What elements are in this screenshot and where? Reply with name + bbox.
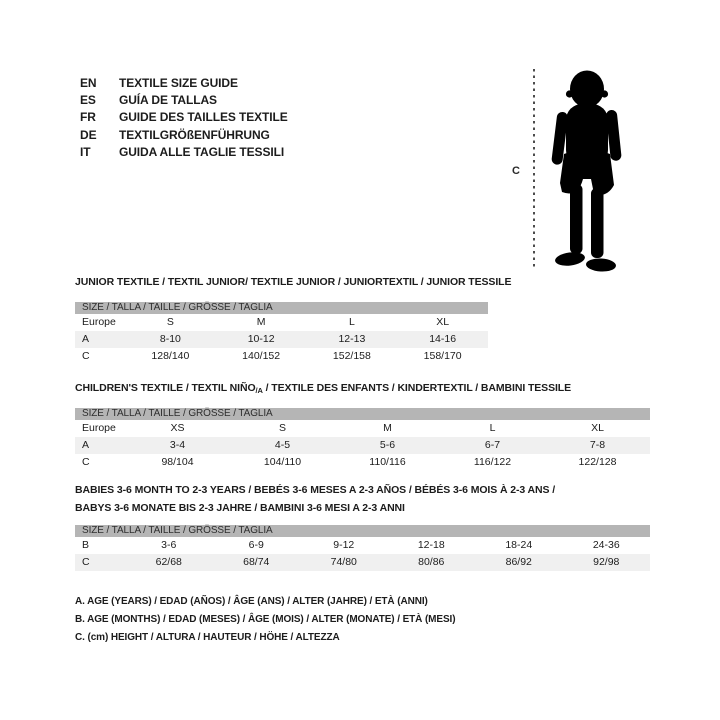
table-row — [75, 437, 650, 454]
table-cell: 12-13 — [338, 333, 366, 345]
language-row — [80, 109, 288, 126]
table-cell: 104/110 — [263, 456, 302, 468]
table-header-bar: SIZE / TALLA / TAILLE / GRÖSSE / TAGLIA — [75, 408, 650, 420]
language-label: GUIDE DES TAILLES TEXTILE — [119, 110, 288, 125]
table-row — [75, 314, 488, 331]
table-cell: 92/98 — [593, 556, 620, 568]
title-subscript: /A — [255, 386, 263, 395]
table-cell: C — [82, 350, 90, 362]
table-cell: 68/74 — [243, 556, 270, 568]
language-label: GUIDA ALLE TAGLIE TESSILI — [119, 145, 285, 160]
table-cell: Europe — [82, 316, 116, 328]
table-header-bar: SIZE / TALLA / TAILLE / GRÖSSE / TAGLIA — [75, 525, 650, 537]
language-code: EN — [80, 75, 97, 90]
babies-size-table — [75, 525, 650, 571]
table-cell: 74/80 — [330, 556, 357, 568]
table-row — [75, 454, 650, 471]
table-cell: S — [278, 422, 286, 434]
junior-size-table — [75, 302, 488, 365]
height-dashed-line — [533, 69, 535, 269]
table-cell: XL — [436, 316, 450, 328]
table-row — [75, 331, 488, 348]
table-cell: C — [82, 456, 90, 468]
language-row — [80, 126, 288, 143]
table-cell: 12-18 — [417, 539, 445, 551]
title-text: CHILDREN'S TEXTILE / TEXTIL NIÑO — [75, 382, 256, 394]
table-cell: B — [82, 539, 90, 551]
table-row — [75, 554, 650, 571]
table-cell: 7-8 — [589, 439, 606, 451]
table-cell: L — [348, 316, 355, 328]
language-code: DE — [80, 127, 97, 142]
table-cell: 158/170 — [423, 350, 462, 362]
language-label: TEXTILGRÖßENFÜHRUNG — [119, 127, 270, 142]
section-title-junior: JUNIOR TEXTILE / TEXTIL JUNIOR/ TEXTILE JUNIOR / JUNIORTEXTIL / JUNIOR TESSILE — [75, 276, 512, 288]
note-age-months: B. AGE (MONTHS) / EDAD (MESES) / ÂGE (MOIS) / ALTER (MONATE) / ETÀ (MESI) — [75, 614, 456, 625]
table-cell: 110/116 — [369, 456, 406, 468]
baby-silhouette-icon — [540, 66, 632, 274]
table-cell: 4-5 — [274, 439, 291, 451]
table-cell: 116/122 — [473, 456, 512, 468]
table-cell: XS — [170, 422, 185, 434]
table-cell: M — [256, 316, 266, 328]
table-cell: S — [166, 316, 174, 328]
table-cell: 5-6 — [379, 439, 396, 451]
language-list — [80, 74, 288, 161]
table-cell: Europe — [82, 422, 116, 434]
table-cell: 152/158 — [332, 350, 371, 362]
language-row — [80, 144, 288, 161]
table-cell: 122/128 — [578, 456, 617, 468]
table-cell: 86/92 — [505, 556, 532, 568]
table-cell: 10-12 — [247, 333, 275, 345]
table-cell: 3-4 — [169, 439, 186, 451]
language-label: GUÍA DE TALLAS — [119, 93, 217, 108]
table-cell: 62/68 — [155, 556, 182, 568]
table-cell: A — [82, 439, 90, 451]
table-header-bar: SIZE / TALLA / TAILLE / GRÖSSE / TAGLIA — [75, 302, 488, 314]
table-cell: 3-6 — [161, 539, 177, 551]
table-cell: 6-7 — [484, 439, 501, 451]
note-age-years: A. AGE (YEARS) / EDAD (AÑOS) / ÂGE (ANS) / ALTER (JAHRE) / ETÀ (ANNI) — [75, 596, 428, 607]
language-code: ES — [80, 93, 96, 108]
legend-notes — [75, 593, 455, 647]
title-line: BABIES 3-6 MONTH TO 2-3 YEARS / BEBÉS 3-6 MESES A 2-3 AÑOS / BÉBÉS 3-6 MOIS À 2-3 ANS / — [75, 484, 556, 496]
language-row — [80, 74, 288, 91]
table-cell: 128/140 — [151, 350, 190, 362]
table-row — [75, 420, 650, 437]
table-cell: 8-10 — [159, 333, 181, 345]
table-cell: 18-24 — [505, 539, 533, 551]
section-title-children — [75, 382, 571, 397]
table-cell: 140/152 — [242, 350, 281, 362]
table-cell: M — [383, 422, 392, 434]
table-cell: A — [82, 333, 90, 345]
table-cell: L — [489, 422, 496, 434]
section-title-babies — [75, 481, 555, 517]
table-row — [75, 348, 488, 365]
language-row — [80, 91, 288, 108]
language-label: TEXTILE SIZE GUIDE — [119, 75, 238, 90]
language-code: FR — [80, 110, 96, 125]
table-cell: 9-12 — [333, 539, 355, 551]
table-cell: C — [82, 556, 90, 568]
language-code: IT — [80, 145, 91, 160]
height-label-c: C — [512, 165, 520, 177]
table-row — [75, 537, 650, 554]
table-cell: 80/86 — [418, 556, 445, 568]
note-height-cm: C. (cm) HEIGHT / ALTURA / HAUTEUR / HÖHE / ALTEZZA — [75, 632, 340, 643]
table-cell: 14-16 — [429, 333, 457, 345]
children-size-table — [75, 408, 650, 471]
table-cell: 6-9 — [248, 539, 264, 551]
table-cell: XL — [591, 422, 604, 434]
table-cell: 24-36 — [592, 539, 620, 551]
table-cell: 98/104 — [161, 456, 194, 468]
title-text: / TEXTILE DES ENFANTS / KINDERTEXTIL / BAMBINI TESSILE — [262, 382, 572, 394]
title-line: BABYS 3-6 MONATE BIS 2-3 JAHRE / BAMBINI 3-6 MESI A 2-3 ANNI — [75, 502, 405, 514]
